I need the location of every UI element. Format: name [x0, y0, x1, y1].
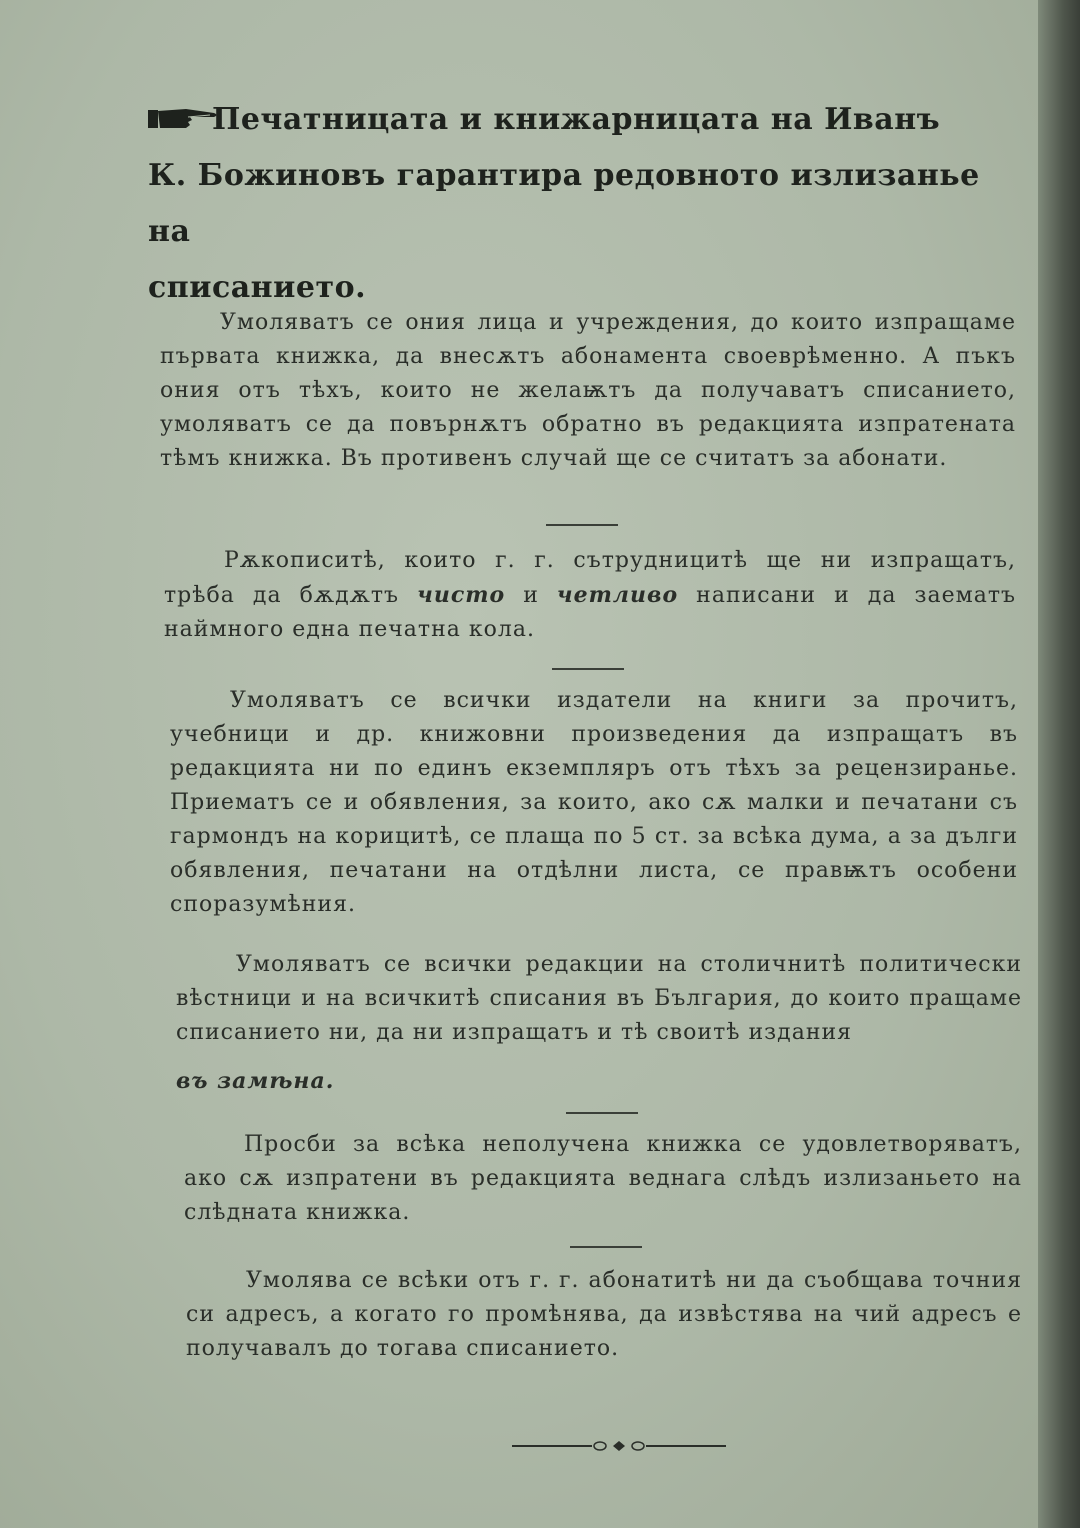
headline: [148, 92, 1008, 316]
divider-4: [570, 1246, 642, 1248]
headline-line-2: К. Божиновъ гарантира редовното излизанье на: [148, 158, 980, 249]
divider-3: [566, 1112, 638, 1114]
paragraph-5: [184, 1128, 1022, 1230]
paragraph-4: [176, 948, 1022, 1099]
paragraph-2-text-b: и: [505, 583, 557, 608]
paragraph-1-text: Умоляватъ се ония лица и учреждения, до които изпращаме първата книжка, да внесѫтъ абонамента своеврѣменно. А пъкъ ония отъ тѣхъ, които не желаѭтъ да получаватъ списанието, умоляватъ се да повърнѫтъ обратно въ редакцията изпратената тѣмъ книжка. Въ противенъ случай ще се считатъ за абонати.: [160, 310, 1016, 471]
paragraph-6-text: Умолява се всѣки отъ г. г. абонатитѣ ни да съобщава точния си адресъ, а когато го промѣнява, да извѣстява на чий адресъ е получавалъ до тогава списанието.: [186, 1268, 1022, 1361]
paragraph-4-text: Умоляватъ се всички редакции на столичнитѣ политически вѣстници и на всичкитѣ списания въ България, до които пращаме списанието ни, да ни изпращатъ и тѣ своитѣ издания: [176, 952, 1022, 1045]
paragraph-5-text: Просби за всѣка неполучена книжка се удовлетворяватъ, ако сѫ изпратени въ редакцията веднага слѣдъ излизаньето на слѣдната книжка.: [184, 1132, 1022, 1225]
paragraph-2-italic-2: четливо: [556, 582, 679, 608]
paragraph-2-text-c: написани и да заематъ наймного една печатна кола.: [164, 583, 1016, 642]
page-edge: [1038, 0, 1080, 1528]
pointing-hand-icon: [148, 104, 220, 134]
paragraph-1: [160, 306, 1016, 476]
paragraph-3-text: Умоляватъ се всички издатели на книги за прочитъ, учебници и др. книжовни произведения да изпращатъ въ редакцията ни по единъ екземпляръ отъ тѣхъ за рецензиранье. Приематъ се и обявления, за които, ако сѫ малки и печатани съ гармондъ на корицитѣ, се плаща по 5 ст. за всѣка дума, а за дълги обявления, печатани на отдѣлни листа, се правѭтъ особени споразумѣния.: [170, 688, 1018, 917]
paragraph-6: [186, 1264, 1022, 1366]
paragraph-2: [164, 544, 1016, 647]
paragraph-2-italic-1: чисто: [417, 582, 506, 608]
divider-2: [552, 668, 624, 670]
end-ornament: [512, 1436, 726, 1456]
paragraph-4-italic: въ замѣна.: [176, 1068, 335, 1094]
divider-1: [546, 524, 618, 526]
paragraph-2-text-a: Рѫкописитѣ, които г. г. сътрудницитѣ ще ни изпращатъ, трѣба да бѫдѫтъ: [164, 548, 1016, 608]
paragraph-3: [170, 684, 1018, 922]
headline-line-1: Печатницата и книжарницата на Иванъ: [212, 102, 941, 137]
headline-line-3: списанието.: [148, 270, 367, 305]
